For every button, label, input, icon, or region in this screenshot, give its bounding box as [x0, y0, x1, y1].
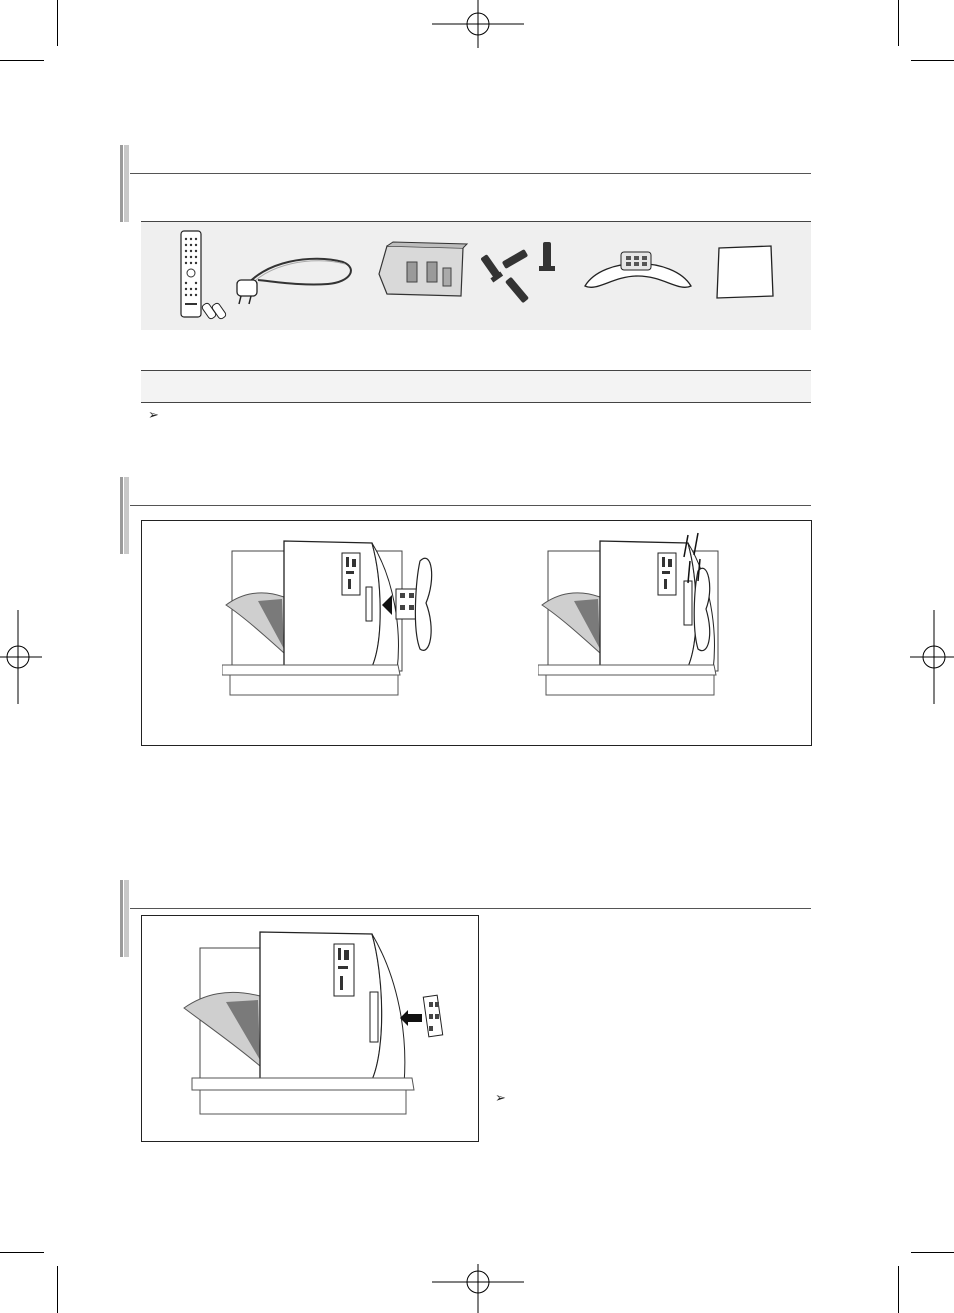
remote-control-icon [177, 229, 233, 321]
registration-target-left [0, 610, 42, 704]
section-rule-installing-stand [130, 505, 811, 506]
section-marker-disconnecting-stand [120, 880, 130, 957]
note-arrow-icon-bottom: ➢ [495, 1090, 506, 1105]
section-marker-accessories [120, 145, 130, 222]
installing-stand-figure [141, 520, 812, 746]
crop-mark-bottom-right-h [911, 1252, 954, 1253]
crop-mark-bottom-left-h [0, 1252, 44, 1253]
crop-mark-top-right-h [911, 60, 954, 61]
power-cord-icon [233, 250, 359, 306]
tv-stand-attach-illustration [222, 539, 522, 721]
tv-stand-remove-illustration [182, 930, 452, 1130]
crop-mark-top-left-h [0, 60, 44, 61]
section-marker-installing-stand [120, 477, 130, 554]
registration-target-top [432, 0, 524, 48]
registration-target-right [910, 610, 954, 704]
crop-mark-top-left-v [57, 0, 58, 46]
section-rule-disconnecting-stand [130, 908, 811, 909]
accessories-panel [141, 221, 811, 330]
disconnecting-stand-figure [141, 915, 479, 1142]
note-arrow-icon: ➢ [148, 407, 159, 422]
crop-mark-bottom-left-v [57, 1266, 58, 1313]
tv-stand-screws-illustration [538, 531, 728, 721]
crop-mark-bottom-right-v [898, 1266, 899, 1313]
cleaning-cloth-icon [713, 242, 777, 302]
cover-bottom-icon [373, 238, 469, 302]
section-rule-accessories [130, 173, 811, 174]
registration-target-bottom [432, 1264, 524, 1313]
stand-icon [583, 246, 693, 296]
crop-mark-top-right-v [898, 0, 899, 46]
optional-items-band [141, 370, 811, 403]
stand-screws-icon [481, 232, 563, 308]
